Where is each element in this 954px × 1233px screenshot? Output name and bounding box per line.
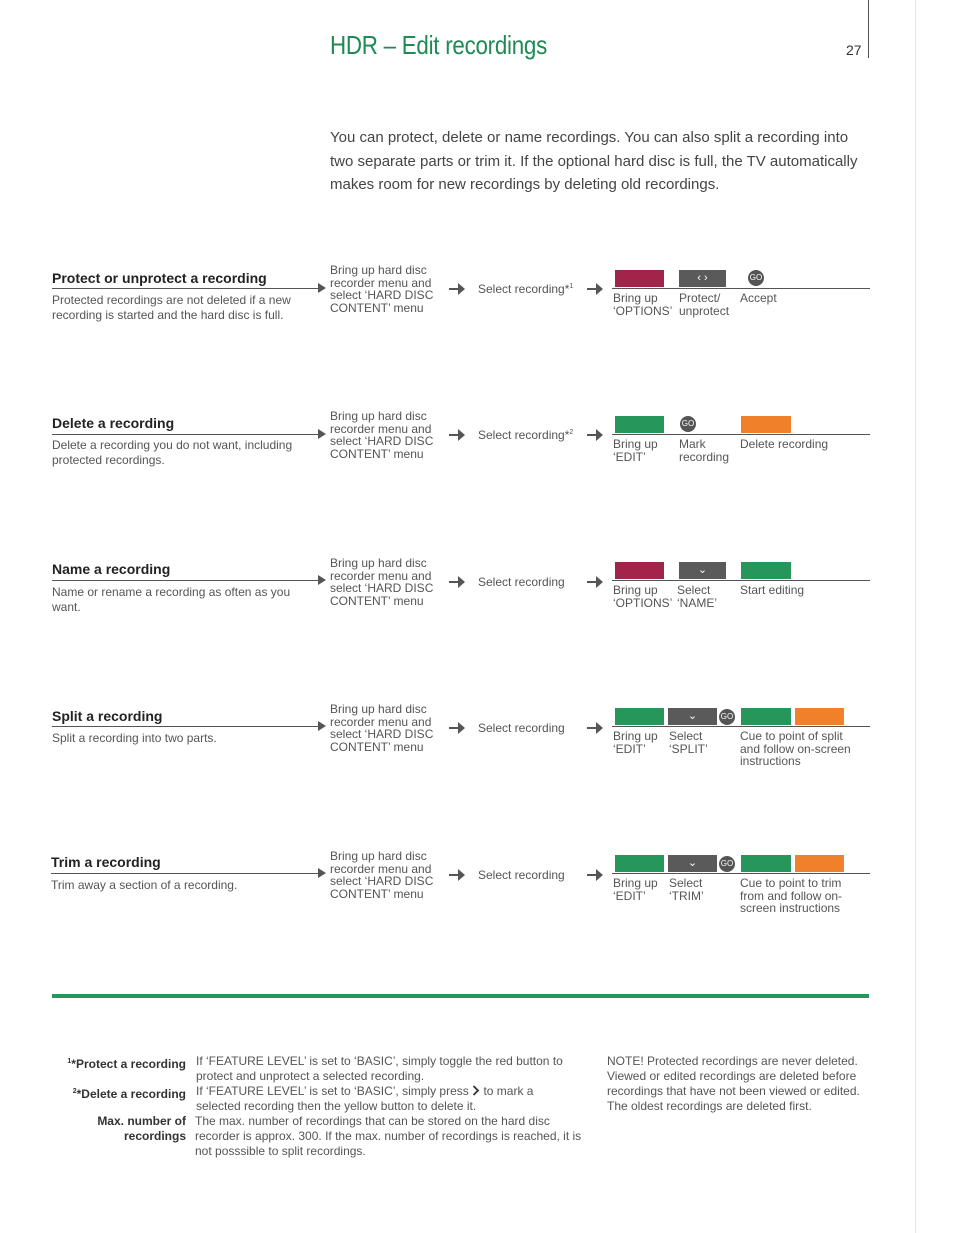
label-protect-unprotect: Protect/ unprotect bbox=[679, 291, 730, 318]
steps-rule bbox=[612, 288, 870, 289]
footnote-text: If ‘FEATURE LEVEL’ is set to ‘BASIC’, simply toggle the red button to protect and unprotect a selected recording. bbox=[196, 1054, 563, 1083]
section-description: Protected recordings are not deleted if a new recording is started and the hard disc is full. bbox=[52, 293, 291, 322]
section-title: Name a recording bbox=[52, 561, 171, 577]
arrow-right-icon bbox=[449, 429, 465, 441]
arrow-right-icon bbox=[587, 722, 603, 734]
green-button-icon bbox=[615, 416, 664, 433]
page-title: HDR – Edit recordings bbox=[330, 30, 548, 60]
arrow-right-icon bbox=[449, 283, 465, 295]
label-select-trim: Select ‘TRIM’ bbox=[669, 876, 704, 903]
go-button-icon: GO bbox=[719, 709, 735, 725]
section-description: Split a recording into two parts. bbox=[52, 731, 217, 745]
section-description: Delete a recording you do not want, including protected recordings. bbox=[52, 438, 293, 467]
step-select-recording: Select recording bbox=[478, 575, 565, 589]
section-description: Name or rename a recording as often as you want. bbox=[52, 585, 291, 614]
label-bring-up-options: Bring up ‘OPTIONS’ bbox=[613, 291, 673, 318]
label-start-editing: Start editing bbox=[740, 583, 805, 597]
footnote-heading: $^2$*Delete a recording bbox=[72, 1087, 186, 1101]
label-cue-trim: Cue to point to trim from and follow on-screen instructions bbox=[740, 876, 843, 916]
intro-paragraph: You can protect, delete or name recordings. You can also split a recording into two separate parts or trim it. If the optional hard disc is full, the TV automatically makes room for new recordings by deleting old recordings. bbox=[330, 129, 858, 193]
label-accept: Accept bbox=[740, 291, 777, 305]
section-arrow-icon bbox=[318, 429, 326, 439]
arrow-right-icon bbox=[587, 283, 603, 295]
label-cue-split: Cue to point of split and follow on-screen instructions bbox=[740, 729, 851, 769]
section-arrow-icon bbox=[318, 868, 326, 878]
label-delete-recording: Delete recording bbox=[740, 437, 829, 451]
steps-rule bbox=[612, 873, 870, 874]
steps-rule bbox=[612, 434, 870, 435]
green-button-icon bbox=[741, 855, 791, 872]
footnote-text: If ‘FEATURE LEVEL’ is set to ‘BASIC’, simply press to mark a selected recording then the yellow button to delete it. bbox=[196, 1084, 534, 1113]
footnote-text: The max. number of recordings that can be stored on the hard disc recorder is approx. 300. If the max. number of recordings is reached, it is not posssible to split recordings. bbox=[195, 1114, 582, 1158]
go-button-icon: GO bbox=[748, 270, 764, 286]
label-mark-recording: Mark recording bbox=[679, 437, 730, 464]
section-description: Trim away a section of a recording. bbox=[51, 878, 238, 892]
red-button-icon bbox=[615, 270, 664, 287]
yellow-button-icon bbox=[795, 708, 844, 725]
section-rule bbox=[52, 580, 318, 581]
section-title: Delete a recording bbox=[52, 415, 175, 431]
arrow-right-icon bbox=[449, 722, 465, 734]
section-divider bbox=[52, 994, 869, 998]
yellow-button-icon bbox=[741, 416, 791, 433]
header-divider bbox=[868, 0, 869, 58]
steps-rule bbox=[612, 580, 870, 581]
arrow-right-icon bbox=[587, 869, 603, 881]
section-rule bbox=[51, 873, 318, 874]
left-right-arrows-icon: ‹ › bbox=[679, 270, 726, 287]
footnote-heading: $^1$*Protect a recording bbox=[67, 1057, 186, 1071]
green-button-icon bbox=[615, 855, 664, 872]
section-rule bbox=[52, 726, 318, 727]
green-button-icon bbox=[741, 562, 791, 579]
arrow-right-icon bbox=[449, 576, 465, 588]
step-bring-up-menu: Bring up hard disc recorder menu and select ‘HARD DISC CONTENT’ menu bbox=[330, 702, 434, 754]
red-button-icon bbox=[615, 562, 664, 579]
arrow-right-icon bbox=[587, 576, 603, 588]
down-arrow-icon: ⌄ bbox=[679, 562, 726, 579]
step-select-recording: Select recording*$^1$ bbox=[478, 282, 574, 296]
label-bring-up-edit: Bring up ‘EDIT’ bbox=[613, 729, 658, 756]
steps-rule bbox=[612, 726, 870, 727]
yellow-button-icon bbox=[795, 855, 844, 872]
label-bring-up-options: Bring up ‘OPTIONS’ bbox=[613, 583, 673, 610]
label-select-name: Select ‘NAME’ bbox=[677, 583, 718, 610]
section-title: Protect or unprotect a recording bbox=[52, 270, 267, 286]
step-bring-up-menu: Bring up hard disc recorder menu and select ‘HARD DISC CONTENT’ menu bbox=[330, 556, 434, 608]
section-title: Split a recording bbox=[52, 708, 163, 724]
section-rule bbox=[52, 434, 318, 435]
chevron-right-icon bbox=[472, 1084, 480, 1099]
green-button-icon bbox=[615, 708, 664, 725]
step-select-recording: Select recording bbox=[478, 868, 565, 882]
page-number: 27 bbox=[846, 42, 862, 58]
section-arrow-icon bbox=[318, 283, 326, 293]
section-arrow-icon bbox=[318, 721, 326, 731]
arrow-right-icon bbox=[449, 869, 465, 881]
green-button-icon bbox=[741, 708, 791, 725]
arrow-right-icon bbox=[587, 429, 603, 441]
step-bring-up-menu: Bring up hard disc recorder menu and select ‘HARD DISC CONTENT’ menu bbox=[330, 263, 434, 315]
page-edge-rule bbox=[915, 0, 916, 1233]
step-select-recording: Select recording*$^2$ bbox=[478, 428, 574, 442]
down-arrow-icon: ⌄ bbox=[668, 855, 717, 872]
section-title: Trim a recording bbox=[51, 854, 161, 870]
section-rule bbox=[52, 288, 318, 289]
step-select-recording: Select recording bbox=[478, 721, 565, 735]
section-arrow-icon bbox=[318, 575, 326, 585]
label-bring-up-edit: Bring up ‘EDIT’ bbox=[613, 876, 658, 903]
label-select-split: Select ‘SPLIT’ bbox=[669, 729, 708, 756]
go-button-icon: GO bbox=[680, 416, 696, 432]
footnote-heading: Max. number of recordings bbox=[97, 1114, 186, 1143]
step-bring-up-menu: Bring up hard disc recorder menu and select ‘HARD DISC CONTENT’ menu bbox=[330, 849, 434, 901]
note-paragraph: NOTE! Protected recordings are never deleted. Viewed or edited recordings are deleted before recordings that have not been viewed or edited. The oldest recordings are deleted first. bbox=[607, 1054, 860, 1113]
go-button-icon: GO bbox=[719, 856, 735, 872]
label-bring-up-edit: Bring up ‘EDIT’ bbox=[613, 437, 658, 464]
step-bring-up-menu: Bring up hard disc recorder menu and select ‘HARD DISC CONTENT’ menu bbox=[330, 409, 434, 461]
down-arrow-icon: ⌄ bbox=[668, 708, 717, 725]
